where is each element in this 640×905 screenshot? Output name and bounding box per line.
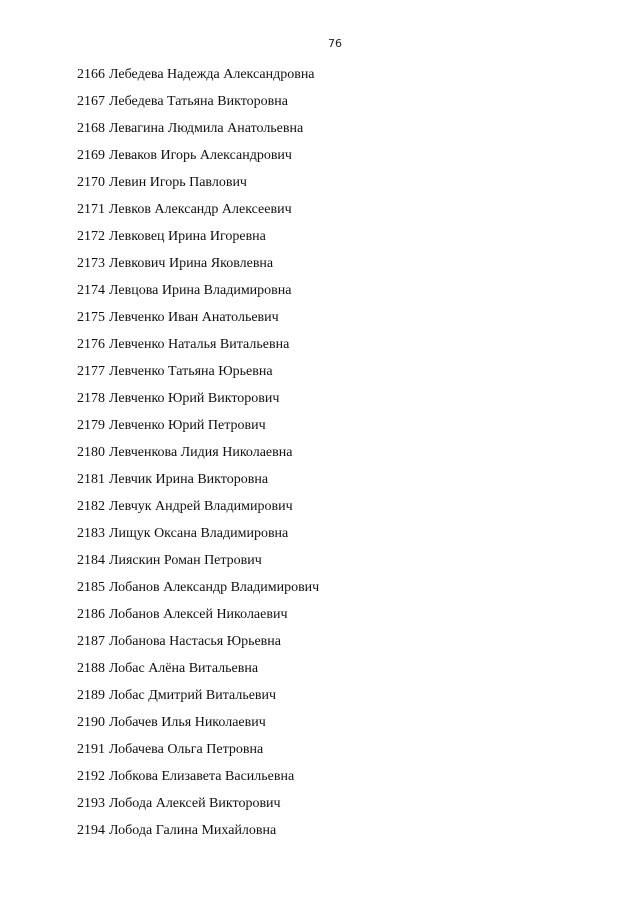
list-item	[77, 499, 319, 526]
list-item	[77, 67, 319, 94]
entry-number: 2167	[77, 94, 105, 109]
entry-name: Левченко Иван Анатольевич	[109, 310, 279, 325]
entry-number: 2172	[77, 229, 105, 244]
entry-name: Лобачева Ольга Петровна	[109, 742, 264, 757]
entry-name: Лобачев Илья Николаевич	[109, 715, 266, 730]
list-item	[77, 202, 319, 229]
page-number: 76	[328, 37, 342, 50]
list-item	[77, 445, 319, 472]
entry-number: 2171	[77, 202, 105, 217]
list-item	[77, 688, 319, 715]
entry-name: Левченко Наталья Витальевна	[109, 337, 290, 352]
entry-name: Лобас Алёна Витальевна	[109, 661, 259, 676]
entry-number: 2187	[77, 634, 105, 649]
entry-name: Леваков Игорь Александрович	[109, 148, 292, 163]
entry-name: Левцова Ирина Владимировна	[109, 283, 292, 298]
list-item	[77, 418, 319, 445]
list-item	[77, 823, 319, 850]
entry-name: Лобанов Александр Владимирович	[109, 580, 320, 595]
entry-number: 2173	[77, 256, 105, 271]
entry-name: Левченкова Лидия Николаевна	[109, 445, 293, 460]
list-item	[77, 553, 319, 580]
list-item	[77, 337, 319, 364]
entry-name: Лищук Оксана Владимировна	[109, 526, 289, 541]
entry-name: Лияскин Роман Петрович	[109, 553, 262, 568]
entry-name: Лобода Алексей Викторович	[109, 796, 281, 811]
entry-name: Левковец Ирина Игоревна	[109, 229, 266, 244]
entry-number: 2168	[77, 121, 105, 136]
list-item	[77, 364, 319, 391]
entry-name: Левчук Андрей Владимирович	[109, 499, 293, 514]
entry-name: Левагина Людмила Анатольевна	[109, 121, 304, 136]
entry-number: 2194	[77, 823, 105, 838]
list-item	[77, 391, 319, 418]
entry-number: 2193	[77, 796, 105, 811]
entry-number: 2191	[77, 742, 105, 757]
list-item	[77, 742, 319, 769]
list-item	[77, 148, 319, 175]
entry-number: 2166	[77, 67, 105, 82]
entry-number: 2174	[77, 283, 105, 298]
list-item	[77, 661, 319, 688]
list-item	[77, 121, 319, 148]
entry-number: 2182	[77, 499, 105, 514]
entry-name: Левченко Татьяна Юрьевна	[109, 364, 273, 379]
entry-name: Лебедева Татьяна Викторовна	[109, 94, 288, 109]
list-item	[77, 526, 319, 553]
entry-name: Левков Александр Алексеевич	[109, 202, 292, 217]
list-item	[77, 715, 319, 742]
entry-name: Лебедева Надежда Александровна	[109, 67, 315, 82]
entry-name: Левченко Юрий Викторович	[109, 391, 280, 406]
entry-number: 2175	[77, 310, 105, 325]
list-item	[77, 796, 319, 823]
entry-name: Лобкова Елизавета Васильевна	[109, 769, 295, 784]
list-item	[77, 472, 319, 499]
entry-number: 2192	[77, 769, 105, 784]
entry-name: Левчик Ирина Викторовна	[109, 472, 269, 487]
entry-name: Левин Игорь Павлович	[109, 175, 247, 190]
entry-number: 2190	[77, 715, 105, 730]
list-item	[77, 94, 319, 121]
entry-number: 2169	[77, 148, 105, 163]
entry-number: 2183	[77, 526, 105, 541]
entry-number: 2176	[77, 337, 105, 352]
entry-number: 2177	[77, 364, 105, 379]
entry-number: 2185	[77, 580, 105, 595]
entry-number: 2184	[77, 553, 105, 568]
list-item	[77, 256, 319, 283]
entry-number: 2179	[77, 418, 105, 433]
entry-number: 2189	[77, 688, 105, 703]
list-item	[77, 229, 319, 256]
entry-name: Левкович Ирина Яковлевна	[109, 256, 274, 271]
entry-number: 2170	[77, 175, 105, 190]
list-item	[77, 607, 319, 634]
list-item	[77, 634, 319, 661]
entry-number: 2180	[77, 445, 105, 460]
entry-name: Лобанов Алексей Николаевич	[109, 607, 288, 622]
entry-number: 2186	[77, 607, 105, 622]
entry-name: Лобанова Настасья Юрьевна	[109, 634, 281, 649]
list-item	[77, 283, 319, 310]
name-list	[77, 67, 319, 850]
entry-number: 2178	[77, 391, 105, 406]
list-item	[77, 310, 319, 337]
entry-name: Лобода Галина Михайловна	[109, 823, 277, 838]
list-item	[77, 175, 319, 202]
entry-number: 2188	[77, 661, 105, 676]
entry-number: 2181	[77, 472, 105, 487]
entry-name: Лобас Дмитрий Витальевич	[109, 688, 277, 703]
list-item	[77, 580, 319, 607]
entry-name: Левченко Юрий Петрович	[109, 418, 266, 433]
list-item	[77, 769, 319, 796]
